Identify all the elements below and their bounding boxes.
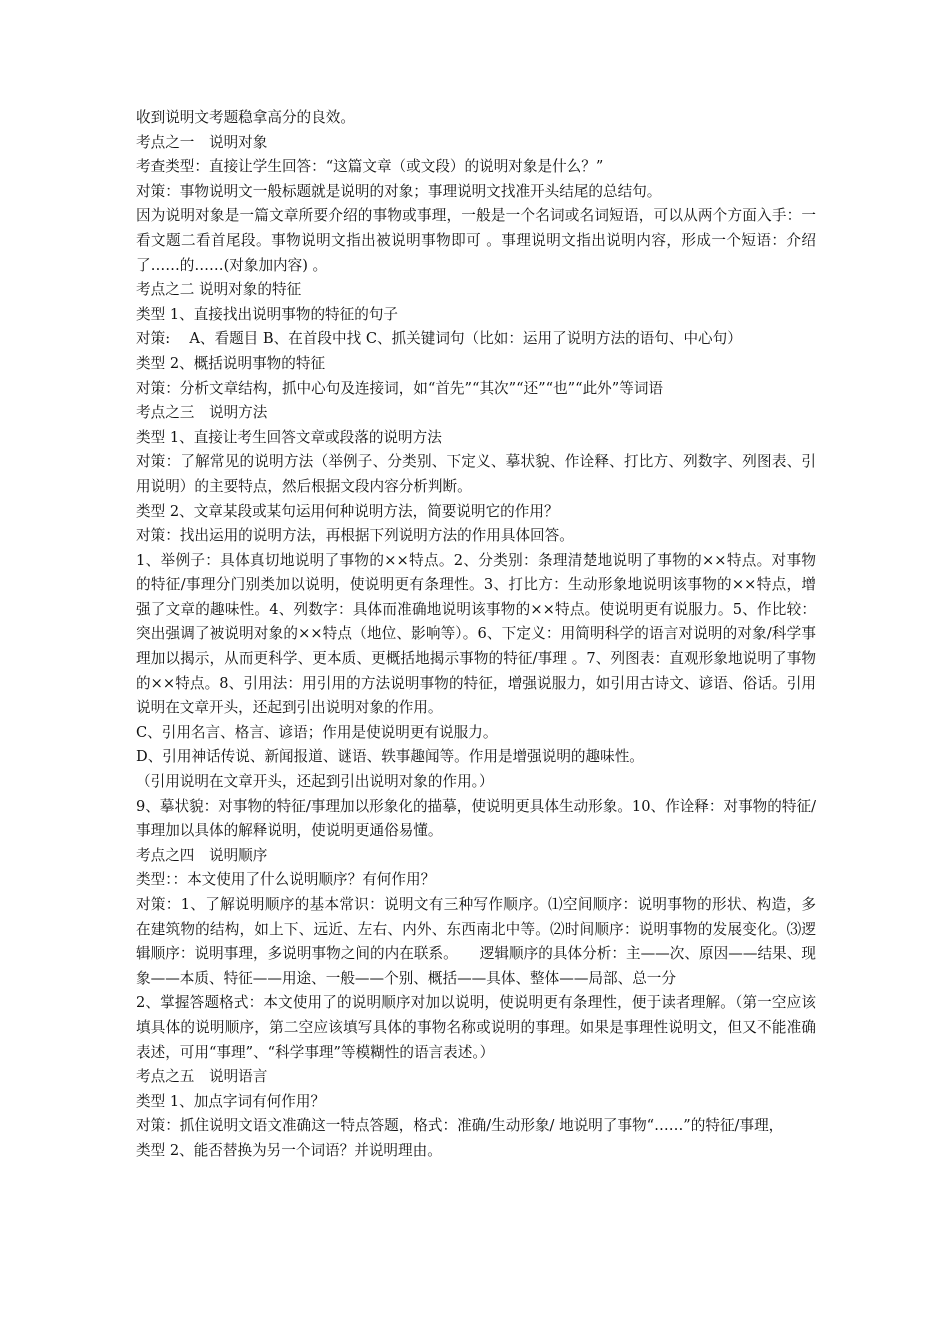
paragraph: 9、摹状貌：对事物的特征/事理加以形象化的描摹，使说明更具体生动形象。10、作诠释：对事物的特征/事理加以具体的解释说明，使说明更通俗易懂。 bbox=[136, 797, 816, 840]
paragraph: 对策：分析文章结构，抓中心句及连接词，如“首先”“其次”“还”“也”“此外”等词语 bbox=[136, 379, 664, 397]
paragraph: 收到说明文考题稳拿高分的良效。 bbox=[136, 109, 355, 126]
paragraph: 类型 2、能否替换为另一个词语？并说明理由。 bbox=[136, 1141, 442, 1159]
paragraph: 对策：抓住说明文语文准确这一特点答题，格式：准确/生动形象/ 地说明了事物“……”的特征/事理， bbox=[136, 1117, 784, 1135]
section-heading: 考点之三 说明方法 bbox=[136, 404, 268, 422]
paragraph: 对策：1、了解说明顺序的基本常识：说明文有三种写作顺序。⑴空间顺序：说明事物的形状、构造，多在建筑物的结构，如上下、远近、左右、内外、东西南北中等。⑵时间顺序：说明事物的发展变化。⑶逻辑顺序：说明事理，多说明事物之间的内在联系。 逻辑顺序的具体分析：主——次、原因——结果、现象——本质、特征——用途、一般——个别、概括——具体、整体——局部、总一分 bbox=[136, 896, 816, 987]
paragraph: （引用说明在文章开头，还起到引出说明对象的作用。） bbox=[136, 773, 494, 791]
paragraph: 类型 2、文章某段或某句运用何种说明方法，简要说明它的作用？ bbox=[136, 502, 559, 520]
paragraph: 类型 1、直接找出说明事物的特征的句子 bbox=[136, 305, 399, 323]
paragraph: 1、举例子：具体真切地说明了事物的××特点。2、分类别：条理清楚地说明了事物的××特点。对事物的特征/事理分门别类加以说明，使说明更有条理性。3、打比方：生动形象地说明该事物的××特点，增强了文章的趣味性。4、列数字：具体而准确地说明该事物的××特点。使说明更有说服力。5、作比较：突出强调了被说明对象的××特点（地位、影响等）。6、下定义：用简明科学的语言对说明的对象/科学事理加以揭示，从而更科学、更本质、更概括地揭示事物的特征/事理 。7、列图表：直观形象地说明了事物的××特点。8、引用法：用引用的方法说明事物的特征，增强说服力，如引用古诗文、谚语、俗话。引用说明在文章开头，还起到引出说明对象的作用。 bbox=[136, 551, 816, 717]
section-heading: 考点之二 说明对象的特征 bbox=[136, 281, 302, 299]
section-heading: 考点之一 说明对象 bbox=[136, 133, 268, 151]
paragraph: 考查类型：直接让学生回答：“这篇文章（或文段）的说明对象是什么？” bbox=[136, 158, 604, 176]
paragraph: D、引用神话传说、新闻报道、谜语、轶事趣闻等。作用是增强说明的趣味性。 bbox=[136, 748, 644, 766]
paragraph: 因为说明对象是一篇文章所要介绍的事物或事理，一般是一个名词或名词短语，可以从两个方面入手：一看文题二看首尾段。事物说明文指出被说明事物即可 。事理说明文指出说明内容，形成一个短语：介绍了……的……(对象加内容) 。 bbox=[136, 207, 816, 274]
paragraph: 类型 1、加点字词有何作用？ bbox=[136, 1092, 326, 1110]
paragraph: 对策：了解常见的说明方法（举例子、分类别、下定义、摹状貌、作诠释、打比方、列数字、列图表、引用说明）的主要特点，然后根据文段内容分析判断。 bbox=[136, 453, 816, 495]
paragraph: 类型：：本文使用了什么说明顺序？有何作用？ bbox=[136, 871, 436, 889]
paragraph: C、引用名言、格言、谚语；作用是使说明更有说服力。 bbox=[136, 723, 498, 741]
section-heading: 考点之五 说明语言 bbox=[136, 1068, 268, 1086]
paragraph: 对策：事物说明文一般标题就是说明的对象；事理说明文找准开头结尾的总结句。 bbox=[136, 182, 662, 200]
paragraph: 对策：找出运用的说明方法，再根据下列说明方法的作用具体回答。 bbox=[136, 527, 574, 545]
section-heading: 考点之四 说明顺序 bbox=[136, 846, 268, 864]
document-page bbox=[136, 106, 816, 1164]
paragraph: 类型 2、概括说明事物的特征 bbox=[136, 354, 326, 372]
paragraph: 对策: A、看题目 B、在首段中找 C、抓关键词句（比如：运用了说明方法的语句、中心句） bbox=[136, 330, 742, 348]
paragraph: 类型 1、直接让考生回答文章或段落的说明方法 bbox=[136, 428, 442, 446]
paragraph: 2、掌握答题格式：本文使用了的说明顺序对加以说明，使说明更有条理性，便于读者理解。（第一空应该填具体的说明顺序，第二空应该填写具体的事物名称或说明的事理。如果是事理性说明文，但又不能准确表述，可用“事理”、“科学事理”等模糊性的语言表述。） bbox=[136, 994, 816, 1061]
